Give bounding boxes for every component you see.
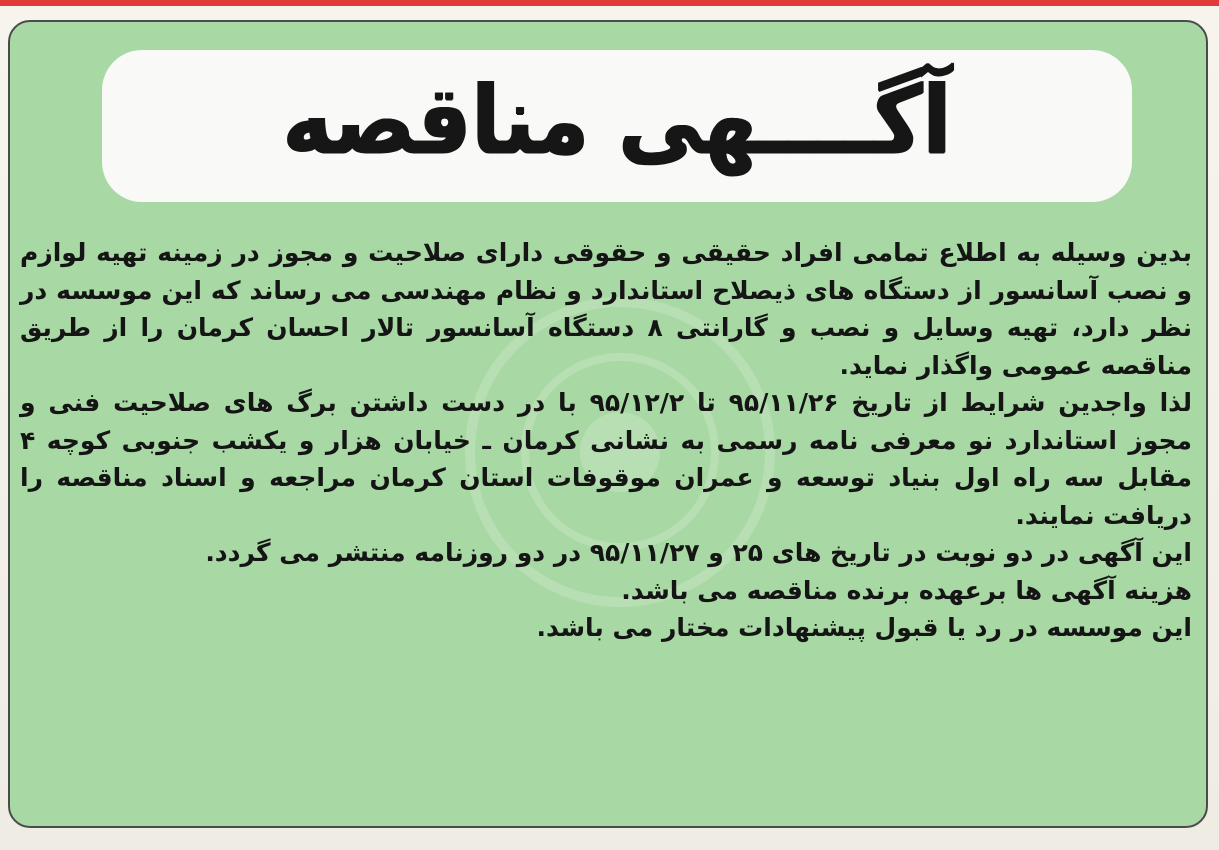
notice-paragraph-conditions: لذا واجدین شرایط از تاریخ ۹۵/۱۱/۲۶ تا ۹۵/۱۲/۲ با در دست داشتن برگ های صلاحیت فنی و مجوز استاندارد نو معرفی نامه رسمی به نشانی کرمان ـ خیابان هزار و یکشب جنوبی کوچه ۴ مقابل سه راه اول بنیاد توسعه و عمران موقوفات استان کرمان مراجعه و اسناد مناقصه را دریافت نمایند.	[20, 388, 1192, 530]
notice-paragraph-cost: هزینه آگهی ها برعهده برنده مناقصه می باشد.	[621, 575, 1192, 605]
notice-paragraph-rights: این موسسه در رد یا قبول پیشنهادات مختار می باشد.	[536, 613, 1192, 642]
notice-paragraph-publication: این آگهی در دو نوبت در تاریخ های ۲۵ و ۹۵/۱۱/۲۷ در دو روزنامه منتشر می گردد.	[205, 538, 1192, 567]
title-banner	[102, 50, 1132, 202]
notice-body	[20, 234, 1192, 647]
tender-notice-box	[8, 20, 1208, 828]
notice-paragraph-intro: بدین وسیله به اطلاع تمامی افراد حقیقی و حقوقی دارای صلاحیت و مجوز در زمینه تهیه لوازم و نصب آسانسور از دستگاه های ذیصلاح استاندارد و نظام مهندسی می رساند که این موسسه در نظر دارد، تهیه وسایل و نصب و گارانتی ۸ دستگاه آسانسور تالار احسان کرمان را از طریق مناقصه عمومی واگذار نماید.	[20, 238, 1192, 380]
notice-title: آگــــهی مناقصه	[282, 65, 952, 175]
